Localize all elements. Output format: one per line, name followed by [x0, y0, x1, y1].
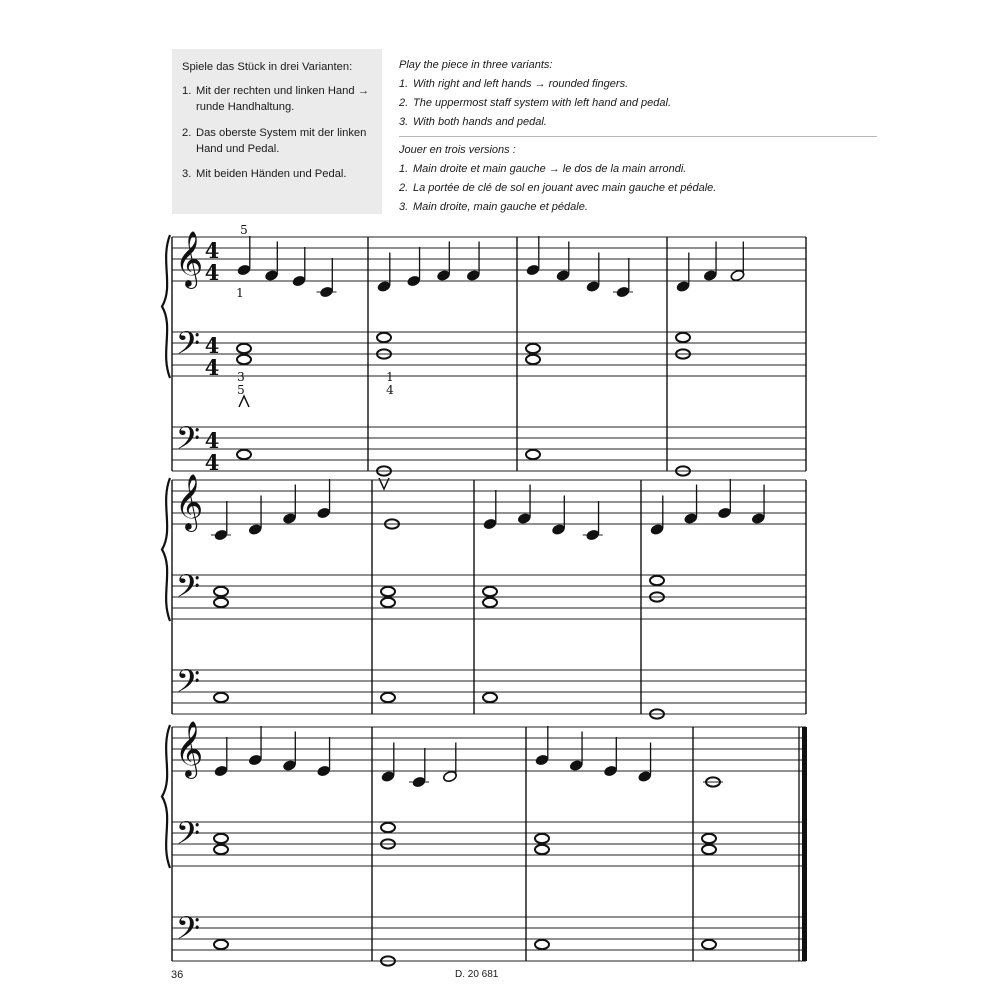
brace [162, 235, 170, 378]
bass-clef-icon: 𝄢 [175, 663, 201, 707]
treble-clef-icon: 𝄞 [174, 474, 204, 530]
whole-note-head [214, 598, 228, 607]
whole-note-head [237, 344, 251, 353]
fingering-above: 5 [240, 223, 248, 237]
treble-staff [172, 480, 806, 524]
item-number: 2. [399, 96, 409, 109]
fingering-bass-top: 3 [237, 370, 245, 384]
treble-staff [172, 727, 806, 771]
whole-note-head [237, 355, 251, 364]
whole-note-head [214, 693, 228, 702]
item-number: 1. [182, 85, 192, 98]
edition-number: D. 20 681 [455, 969, 499, 980]
whole-note-head [535, 834, 549, 843]
bass-staff [172, 822, 806, 866]
bass-clef-icon: 𝄢 [175, 910, 201, 954]
whole-note-head [214, 940, 228, 949]
german-intro: Spiele das Stück in drei Varianten: [182, 61, 353, 73]
fingering-bass-bottom: 5 [237, 383, 245, 397]
whole-note-head [702, 845, 716, 854]
item-number: 2. [399, 181, 409, 194]
time-signature-top: 4 [204, 333, 220, 358]
bass-clef-icon: 𝄢 [175, 568, 201, 612]
time-signature-top: 4 [204, 238, 220, 263]
fingering-bass-bottom: 4 [386, 383, 394, 397]
fingering-below: 1 [236, 286, 244, 300]
whole-note-head [483, 693, 497, 702]
item-number: 3. [399, 115, 409, 128]
item-text: Main droite, main gauche et pédale. [413, 200, 588, 213]
whole-note-head [214, 834, 228, 843]
time-signature-bottom: 4 [204, 355, 220, 380]
item-text: La portée de clé de sol en jouant avec main gauche et pédale. [413, 181, 717, 194]
whole-note-head [377, 333, 391, 342]
whole-note-head [237, 450, 251, 459]
treble-clef-icon: 𝄞 [174, 721, 204, 777]
time-signature-bottom: 4 [204, 450, 220, 475]
bass-clef-icon: 𝄢 [175, 420, 201, 464]
page-number: 36 [171, 969, 184, 981]
pedal-staff [172, 427, 806, 471]
whole-note-head [214, 587, 228, 596]
item-text: The uppermost staff system with left hand and pedal. [413, 96, 672, 109]
whole-note-head [381, 587, 395, 596]
whole-note-head [535, 940, 549, 949]
treble-clef-icon: 𝄞 [174, 231, 204, 287]
whole-note-head [526, 450, 540, 459]
bass-staff [172, 332, 806, 376]
item-number: 1. [399, 162, 409, 175]
item-text: Mit der rechten und linken Hand → runde Handhaltung. [196, 85, 369, 114]
whole-note-head [676, 333, 690, 342]
item-text: Main droite et main gauche → le dos de la main arrondi. [413, 162, 687, 175]
whole-note-head [214, 845, 228, 854]
bass-clef-icon: 𝄢 [175, 815, 201, 859]
whole-note-head [381, 823, 395, 832]
whole-note-head [702, 940, 716, 949]
whole-note-head [381, 598, 395, 607]
item-text: Das oberste System mit der linken Hand und Pedal. [196, 126, 367, 155]
item-text: With right and left hands → rounded fingers. [413, 77, 629, 90]
item-number: 3. [399, 200, 409, 213]
item-number: 3. [182, 168, 192, 181]
bass-clef-icon: 𝄢 [175, 325, 201, 369]
accent-up-mark [239, 396, 249, 407]
item-text: With both hands and pedal. [413, 115, 547, 128]
whole-note-head [650, 576, 664, 585]
brace [162, 725, 170, 868]
time-signature-bottom: 4 [204, 260, 220, 285]
whole-note-head [535, 845, 549, 854]
final-barline-thick [802, 727, 807, 961]
time-signature-top: 4 [204, 428, 220, 453]
whole-note-head [381, 693, 395, 702]
fingering-bass-top: 1 [386, 370, 394, 384]
whole-note-head [526, 355, 540, 364]
whole-note-head [483, 587, 497, 596]
brace [162, 478, 170, 621]
pedal-staff [172, 917, 806, 961]
english-intro: Play the piece in three variants: [399, 59, 553, 71]
item-number: 1. [399, 77, 409, 90]
whole-note-head [483, 598, 497, 607]
item-number: 2. [182, 126, 192, 139]
whole-note-head [702, 834, 716, 843]
french-intro: Jouer en trois versions : [399, 144, 516, 156]
item-text: Mit beiden Händen und Pedal. [196, 168, 347, 181]
whole-note-head [526, 344, 540, 353]
